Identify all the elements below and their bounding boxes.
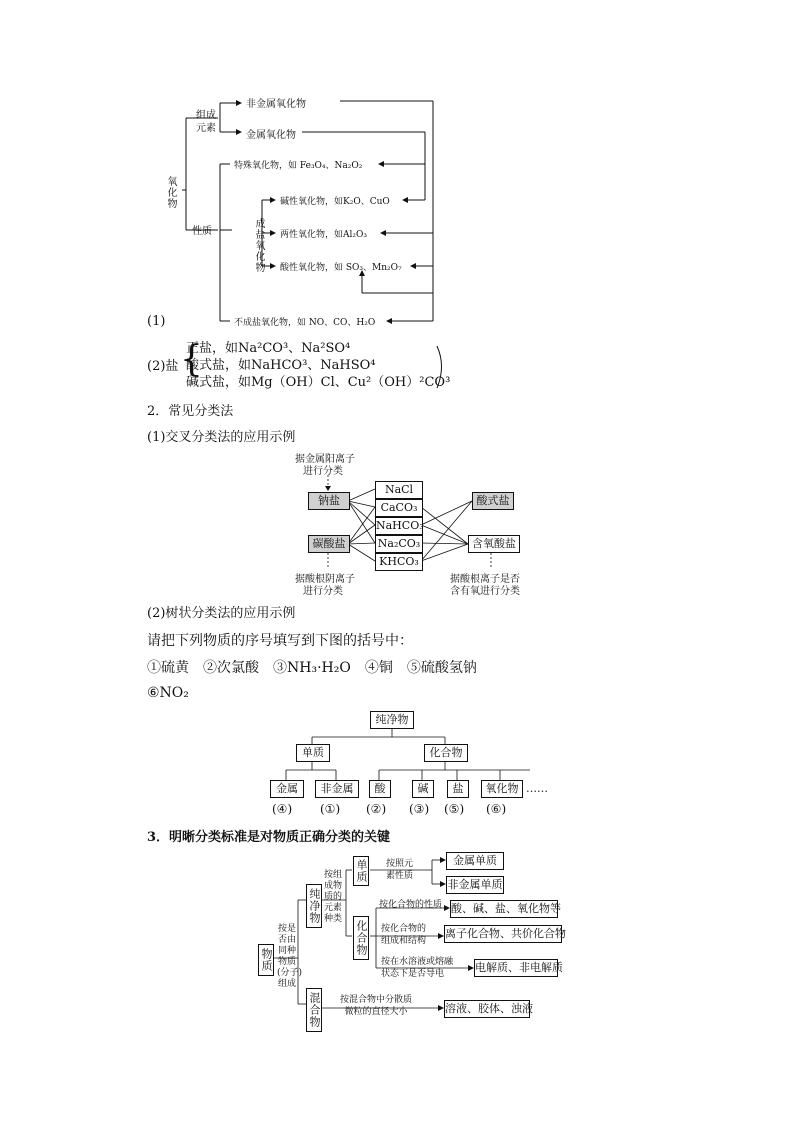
mixture-criterion bbox=[340, 994, 412, 1018]
compound-criterion-1: 按化合物的性质 bbox=[379, 900, 443, 910]
compound-criterion-3a: 按在水溶液或熔融 bbox=[381, 957, 454, 967]
pure-criterion-5: 种类 bbox=[324, 914, 343, 924]
compound-box-nacl: NaCl bbox=[375, 481, 423, 499]
tree-root-box: 纯净物 bbox=[370, 711, 414, 729]
elemental-criterion-2: 素性质 bbox=[386, 871, 414, 881]
tree-options-line-1: ①硫黄 ②次氯酸 ③NH₃·H₂O ④铜 ⑤硫酸氢钠 bbox=[147, 660, 477, 676]
compound-box-nahco3: NaHCO₃ bbox=[375, 517, 423, 535]
pure-substance-box: 纯净物 bbox=[306, 884, 322, 928]
carbonate-box: 碳酸盐 bbox=[308, 535, 350, 553]
salt-item-acid: 酸式盐，如NaHCO³、NaHSO⁴ bbox=[186, 358, 376, 373]
tree-answer-salt: (⑤) bbox=[444, 802, 465, 816]
pure-criterion-1: 按组 bbox=[324, 870, 343, 880]
basic-oxide-label: 碱性氧化物，如K₂O、CuO bbox=[280, 197, 390, 207]
non-salt-oxide-label: 不成盐氧化物，如 NO、CO、H₂O bbox=[234, 318, 376, 328]
tree-answer-metal: (④) bbox=[272, 802, 293, 816]
nonmetal-element-box: 非金属单质 bbox=[446, 876, 504, 894]
property-label: 性质 bbox=[192, 226, 212, 237]
compound-result-1: 酸、碱、盐、氧化物等 bbox=[450, 900, 558, 918]
tree-nonmetal-box: 非金属 bbox=[315, 780, 359, 798]
compound-criterion-2 bbox=[381, 923, 426, 947]
compound-box-khco3: KHCO₃ bbox=[375, 553, 423, 571]
compound-box: 化合物 bbox=[353, 916, 369, 960]
sodium-salt-box: 钠盐 bbox=[308, 492, 350, 510]
salt-list-label: (2)盐 bbox=[147, 359, 179, 374]
special-oxide-label: 特殊氧化物，如 Fe₃O₄、Na₂O₂ bbox=[234, 161, 363, 171]
tree-elemental-box: 单质 bbox=[296, 744, 330, 762]
compound-result-2: 离子化合物、共价化合物 bbox=[444, 925, 562, 943]
matter-root-criterion-5: (分子) bbox=[277, 968, 303, 978]
compound-box-caco3: CaCO₃ bbox=[375, 499, 423, 517]
tree-instruction: 请把下列物质的序号填写到下图的括号中： bbox=[147, 633, 413, 649]
tree-answer-nonmetal: (①) bbox=[320, 802, 341, 816]
compound-criterion-3 bbox=[381, 956, 453, 980]
tree-compound-box: 化合物 bbox=[424, 744, 468, 762]
tree-options-line-2: ⑥NO₂ bbox=[147, 685, 189, 701]
salt-forming-label: 成盐氧化物 bbox=[253, 218, 264, 273]
metal-element-box: 金属单质 bbox=[446, 852, 504, 870]
compound-criterion-3b: 状态下是否导电 bbox=[381, 969, 445, 979]
matter-root-criterion-1: 按是 bbox=[277, 924, 296, 934]
elemental-criterion-1: 按照元 bbox=[386, 859, 414, 869]
acidic-oxide-label: 酸性氧化物，如 SO₃、Mn₂O₇ bbox=[280, 263, 402, 273]
cross-top-note-1: 据金属阳离子 bbox=[295, 454, 355, 465]
matter-root-box: 物质 bbox=[258, 944, 274, 976]
cross-bottom-right-note-1: 据酸根离子是否 bbox=[450, 574, 520, 585]
cross-top-note-2: 进行分类 bbox=[303, 466, 343, 477]
cross-bottom-left-note-2: 进行分类 bbox=[303, 586, 343, 597]
pure-criterion-2: 成物 bbox=[324, 881, 343, 891]
composition-label-2: 元素 bbox=[196, 123, 216, 134]
item-1-label: (1) bbox=[147, 314, 166, 329]
matter-root-criterion-4: 物质 bbox=[277, 957, 296, 967]
left-brace: { bbox=[180, 339, 203, 380]
mixture-box: 混合物 bbox=[306, 988, 322, 1032]
salt-item-normal: 正盐，如Na²CO³、Na²SO⁴ bbox=[186, 341, 351, 356]
tree-oxide-box: 氧化物 bbox=[481, 780, 523, 798]
tree-acid-box: 酸 bbox=[369, 780, 391, 798]
section-3-title: 3．明晰分类标准是对物质正确分类的关键 bbox=[147, 830, 391, 845]
acid-salt-box: 酸式盐 bbox=[472, 492, 514, 510]
amphoteric-oxide-label: 两性氧化物，如Al₂O₃ bbox=[280, 230, 367, 240]
pure-criterion-3: 质的 bbox=[324, 892, 343, 902]
cross-classification-title: (1)交叉分类法的应用示例 bbox=[147, 430, 296, 445]
matter-root-criterion-2: 否由 bbox=[277, 935, 296, 945]
compound-box-na2co3: Na₂CO₃ bbox=[375, 535, 423, 553]
matter-root-criterion bbox=[277, 924, 303, 990]
pure-criterion bbox=[324, 870, 342, 925]
tree-answer-base: (③) bbox=[409, 802, 430, 816]
compound-result-3: 电解质、非电解质 bbox=[474, 959, 558, 977]
oxide-root-label: 氧化物 bbox=[165, 176, 176, 209]
nonmetal-oxide-label: 非金属氧化物 bbox=[246, 99, 306, 110]
matter-root-criterion-3: 同种 bbox=[277, 946, 296, 956]
salt-item-basic: 碱式盐，如Mg（OH）Cl、Cu²（OH）²CO³ bbox=[186, 375, 451, 390]
mixture-criterion-2: 微粒的直径大小 bbox=[344, 1007, 408, 1017]
oxyacid-salt-box: 含氧酸盐 bbox=[468, 535, 520, 553]
elemental-criterion bbox=[386, 858, 413, 882]
pure-criterion-4: 元素 bbox=[324, 903, 343, 913]
cross-bottom-right-note-2: 含有氧进行分类 bbox=[450, 586, 520, 597]
tree-base-box: 碱 bbox=[412, 780, 434, 798]
tree-ellipsis: …… bbox=[526, 782, 548, 795]
metal-oxide-label: 金属氧化物 bbox=[246, 130, 296, 141]
composition-label-1: 组成 bbox=[196, 110, 216, 121]
tree-answer-acid: (②) bbox=[366, 802, 387, 816]
mixture-result: 溶液、胶体、浊液 bbox=[444, 1000, 530, 1018]
tree-metal-box: 金属 bbox=[270, 780, 304, 798]
tree-answer-oxide: (⑥) bbox=[486, 802, 507, 816]
tree-salt-box: 盐 bbox=[447, 780, 469, 798]
matter-root-criterion-6: 组成 bbox=[277, 979, 296, 989]
mixture-criterion-1: 按混合物中分散质 bbox=[340, 995, 413, 1005]
compound-criterion-2b: 组成和结构 bbox=[381, 936, 427, 946]
tree-classification-title: (2)树状分类法的应用示例 bbox=[147, 606, 296, 621]
section-2-title: 2．常见分类法 bbox=[147, 404, 234, 419]
compound-criterion-2a: 按化合物的 bbox=[381, 924, 427, 934]
elemental-box: 单质 bbox=[353, 856, 369, 886]
cross-bottom-left-note-1: 据酸根阴离子 bbox=[295, 574, 355, 585]
